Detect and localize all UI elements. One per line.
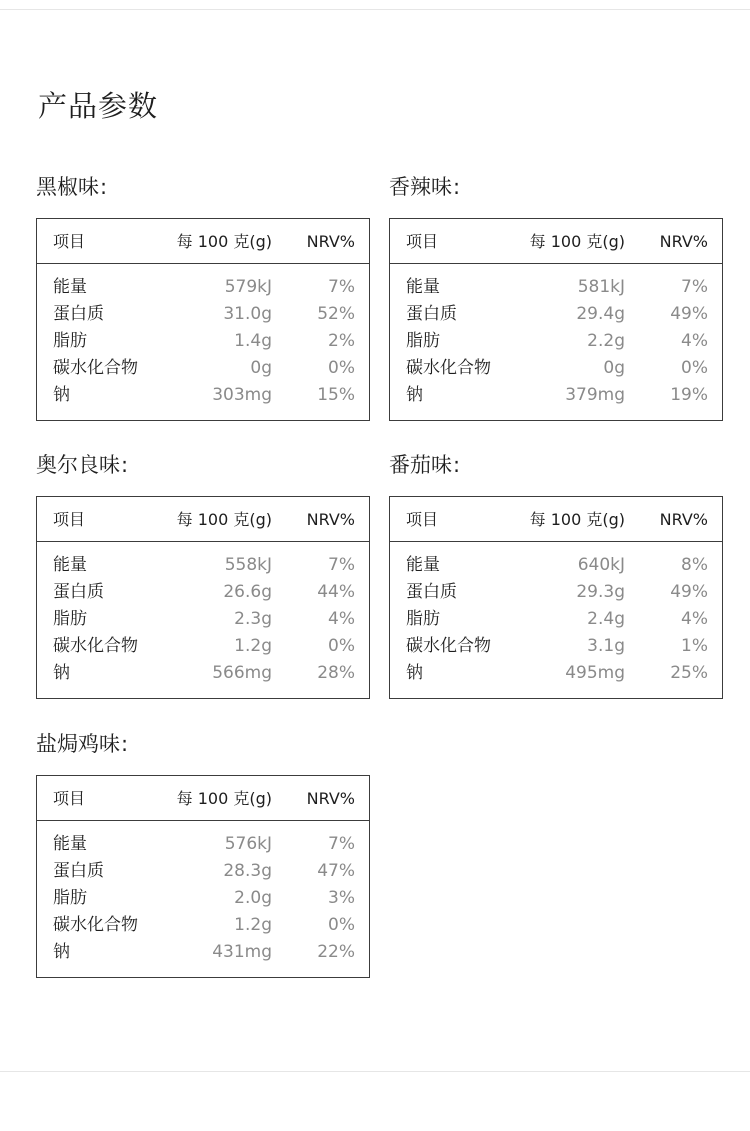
nutrition-table	[36, 775, 370, 978]
row-name: 钠	[406, 663, 423, 683]
row-nrv: 4%	[681, 609, 708, 629]
row-nrv: 3%	[328, 888, 355, 908]
row-name: 钠	[53, 942, 70, 962]
row-value: 581kJ	[577, 277, 625, 297]
row-nrv: 25%	[670, 663, 708, 683]
row-nrv: 22%	[317, 942, 355, 962]
header-per100: 每 100 克(g)	[176, 232, 272, 251]
row-value: 31.0g	[223, 304, 272, 324]
section-title: 黑椒味:	[36, 175, 108, 199]
header-nrv: NRV%	[306, 510, 355, 529]
row-value: 0g	[603, 358, 625, 378]
row-nrv: 52%	[317, 304, 355, 324]
row-name: 蛋白质	[406, 304, 457, 324]
row-value: 495mg	[565, 663, 625, 683]
section-title: 香辣味:	[389, 175, 461, 199]
table-row	[390, 328, 722, 355]
table-row	[390, 660, 722, 687]
row-nrv: 7%	[328, 277, 355, 297]
row-nrv: 7%	[681, 277, 708, 297]
table-row	[390, 633, 722, 660]
row-name: 脂肪	[53, 888, 87, 908]
table-row	[37, 382, 369, 409]
nutrition-table	[389, 218, 723, 421]
table-row	[390, 579, 722, 606]
table-header	[37, 497, 369, 542]
table-row	[37, 301, 369, 328]
row-nrv: 0%	[328, 915, 355, 935]
section-title: 盐焗鸡味:	[36, 732, 129, 756]
row-nrv: 49%	[670, 304, 708, 324]
header-nrv: NRV%	[306, 232, 355, 251]
table-row	[37, 355, 369, 382]
row-name: 脂肪	[406, 331, 440, 351]
header-item: 项目	[53, 789, 86, 808]
table-row	[37, 579, 369, 606]
row-nrv: 15%	[317, 385, 355, 405]
header-item: 项目	[53, 232, 86, 251]
section-black-pepper	[36, 173, 370, 405]
row-nrv: 1%	[681, 636, 708, 656]
row-name: 钠	[53, 385, 70, 405]
row-value: 303mg	[212, 385, 272, 405]
row-nrv: 4%	[328, 609, 355, 629]
row-value: 2.3g	[234, 609, 272, 629]
row-name: 能量	[53, 834, 87, 854]
row-value: 2.0g	[234, 888, 272, 908]
row-name: 碳水化合物	[53, 636, 138, 656]
table-row	[390, 552, 722, 579]
row-nrv: 7%	[328, 834, 355, 854]
table-row	[37, 328, 369, 355]
section-tomato	[389, 451, 723, 683]
table-row	[37, 552, 369, 579]
row-nrv: 47%	[317, 861, 355, 881]
table-header	[37, 776, 369, 821]
nutrition-table	[36, 218, 370, 421]
row-name: 碳水化合物	[53, 358, 138, 378]
header-nrv: NRV%	[306, 789, 355, 808]
table-row	[390, 606, 722, 633]
row-value: 431mg	[212, 942, 272, 962]
row-value: 29.3g	[576, 582, 625, 602]
row-nrv: 0%	[681, 358, 708, 378]
table-row	[390, 355, 722, 382]
section-spicy	[389, 173, 723, 405]
row-value: 579kJ	[224, 277, 272, 297]
table-row	[37, 831, 369, 858]
row-nrv: 19%	[670, 385, 708, 405]
row-value: 0g	[250, 358, 272, 378]
table-row	[37, 885, 369, 912]
row-name: 钠	[53, 663, 70, 683]
row-name: 蛋白质	[53, 861, 104, 881]
header-item: 项目	[406, 510, 439, 529]
section-title: 奥尔良味:	[36, 453, 129, 477]
table-row	[390, 274, 722, 301]
row-value: 566mg	[212, 663, 272, 683]
table-header	[390, 497, 722, 542]
row-value: 1.2g	[234, 636, 272, 656]
row-name: 能量	[53, 555, 87, 575]
row-nrv: 28%	[317, 663, 355, 683]
row-name: 钠	[406, 385, 423, 405]
header-per100: 每 100 克(g)	[529, 232, 625, 251]
row-value: 26.6g	[223, 582, 272, 602]
row-name: 能量	[53, 277, 87, 297]
row-value: 2.4g	[587, 609, 625, 629]
row-name: 蛋白质	[53, 582, 104, 602]
row-value: 28.3g	[223, 861, 272, 881]
header-per100: 每 100 克(g)	[176, 789, 272, 808]
row-value: 640kJ	[577, 555, 625, 575]
table-row	[37, 912, 369, 939]
header-item: 项目	[53, 510, 86, 529]
nutrition-table	[389, 496, 723, 699]
row-value: 1.2g	[234, 915, 272, 935]
row-nrv: 44%	[317, 582, 355, 602]
row-value: 1.4g	[234, 331, 272, 351]
table-row	[390, 382, 722, 409]
row-value: 558kJ	[224, 555, 272, 575]
header-per100: 每 100 克(g)	[176, 510, 272, 529]
table-row	[390, 301, 722, 328]
row-name: 能量	[406, 555, 440, 575]
row-name: 脂肪	[53, 609, 87, 629]
row-nrv: 8%	[681, 555, 708, 575]
row-name: 蛋白质	[406, 582, 457, 602]
page-title: 产品参数	[38, 89, 159, 123]
row-name: 脂肪	[406, 609, 440, 629]
table-row	[37, 633, 369, 660]
row-value: 379mg	[565, 385, 625, 405]
table-row	[37, 660, 369, 687]
row-name: 碳水化合物	[406, 358, 491, 378]
row-nrv: 49%	[670, 582, 708, 602]
row-nrv: 2%	[328, 331, 355, 351]
row-nrv: 0%	[328, 358, 355, 378]
row-name: 蛋白质	[53, 304, 104, 324]
row-name: 碳水化合物	[53, 915, 138, 935]
table-row	[37, 858, 369, 885]
table-row	[37, 939, 369, 966]
row-value: 29.4g	[576, 304, 625, 324]
row-name: 碳水化合物	[406, 636, 491, 656]
table-row	[37, 274, 369, 301]
row-value: 3.1g	[587, 636, 625, 656]
header-nrv: NRV%	[659, 232, 708, 251]
table-header	[390, 219, 722, 264]
section-title: 番茄味:	[389, 453, 461, 477]
row-value: 576kJ	[224, 834, 272, 854]
bottom-divider	[0, 1071, 750, 1072]
section-salt-baked-chicken	[36, 730, 370, 962]
row-name: 能量	[406, 277, 440, 297]
header-nrv: NRV%	[659, 510, 708, 529]
row-value: 2.2g	[587, 331, 625, 351]
header-per100: 每 100 克(g)	[529, 510, 625, 529]
row-name: 脂肪	[53, 331, 87, 351]
nutrition-table	[36, 496, 370, 699]
row-nrv: 0%	[328, 636, 355, 656]
row-nrv: 7%	[328, 555, 355, 575]
top-divider	[0, 9, 750, 10]
section-orleans	[36, 451, 370, 683]
row-nrv: 4%	[681, 331, 708, 351]
header-item: 项目	[406, 232, 439, 251]
table-header	[37, 219, 369, 264]
table-row	[37, 606, 369, 633]
